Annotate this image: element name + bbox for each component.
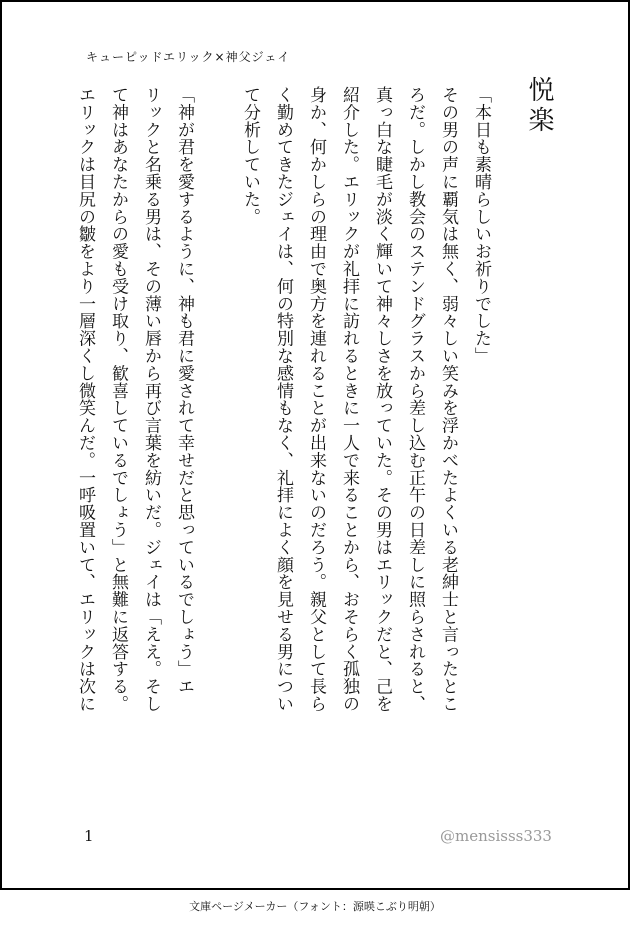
body-line: その男の声に覇気は無く、弱々しい笑みを浮かべたよくいる老紳士と言ったとこ <box>438 86 458 713</box>
chapter-title: 悦楽 <box>524 76 554 136</box>
body-line: ろだ。しかし教会のステンドグラスから差し込む正午の日差しに照らされると、 <box>405 86 425 713</box>
body-line: て神はあなたからの愛も受け取り、歓喜しているでしょう」と無難に返答する。 <box>108 86 128 713</box>
body-line: く勤めてきたジェイは、何の特別な感情もなく、礼拝によく顔を見せる男につい <box>273 86 293 713</box>
body-line: 紹介した。エリックが礼拝に訪れるときに一人で来ることから、おそらく孤独の <box>339 86 359 713</box>
body-line: 「本日も素晴らしいお祈りでした」 <box>471 86 491 365</box>
body-line: 身か、何かしらの理由で奥方を連れることが出来ないのだろう。親父として長ら <box>306 86 326 713</box>
body-line: エリックは目尻の皺をより一層深くし微笑んだ。一呼吸置いて、エリックは次に <box>75 86 95 713</box>
body-line: 「神が君を愛するように、神も君に愛されて幸せだと思っているでしょう」エ <box>174 86 194 695</box>
footer-caption: 文庫ページメーカー（フォント：源暎こぶり明朝） <box>189 900 441 913</box>
running-header: キューピッドエリック×神父ジェイ <box>86 50 291 64</box>
body-line: て分析していた。 <box>240 86 260 226</box>
author-handle: @mensisss333 <box>440 827 552 845</box>
body-line: 真っ白な睫毛が淡く輝いて神々しさを放っていた。その男はエリックだと、己を <box>372 86 392 713</box>
body-line: リックと名乗る男は、その薄い唇から再び言葉を紡いだ。ジェイは「ええ。そし <box>141 86 161 713</box>
page-number: 1 <box>84 827 94 845</box>
